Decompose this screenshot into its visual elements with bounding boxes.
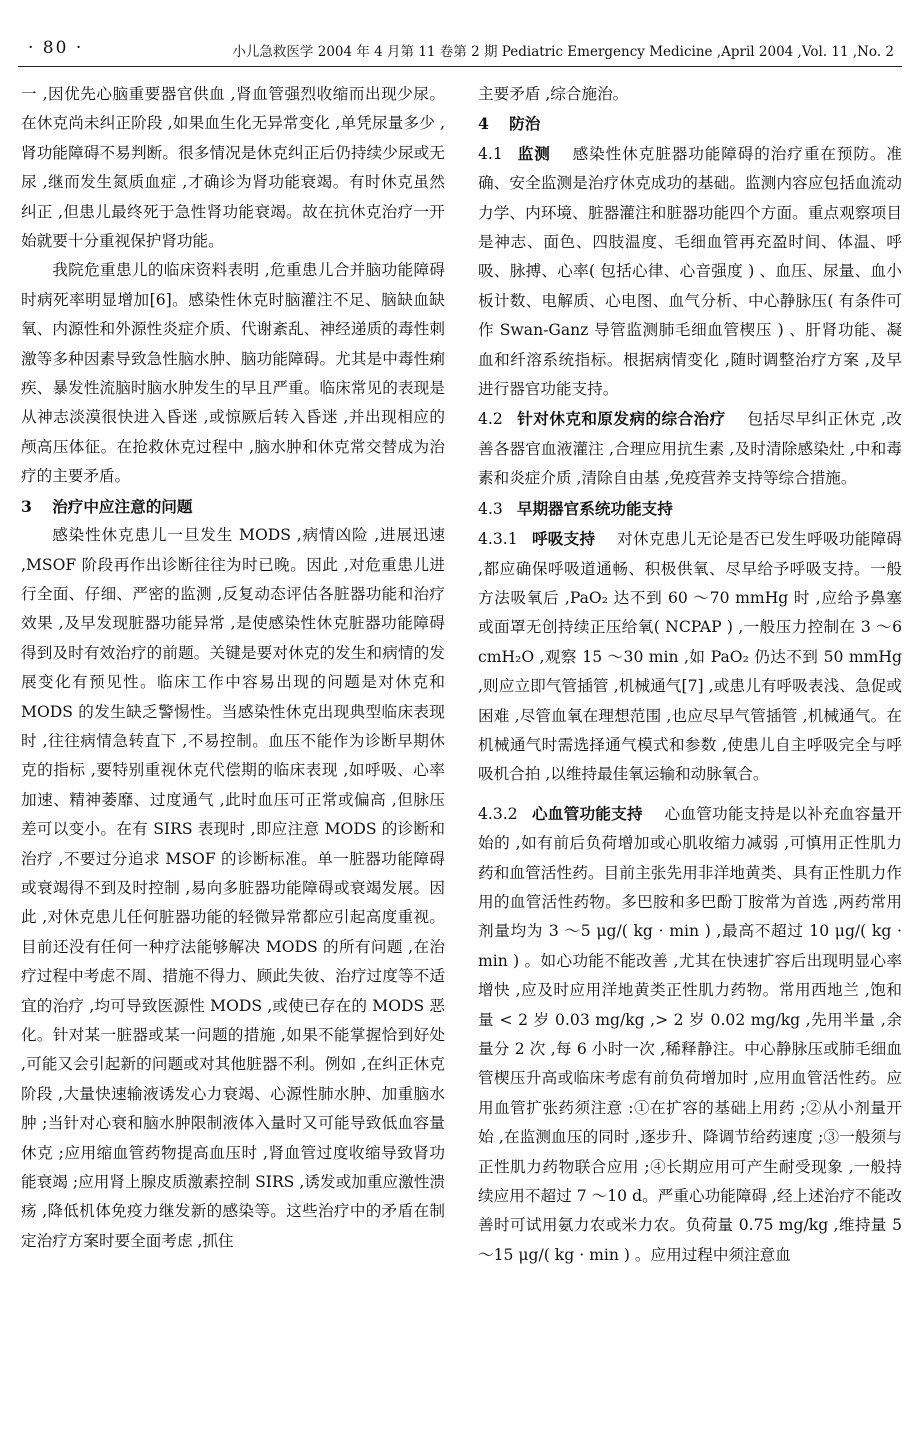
subsection-4-3-1-title: 呼吸支持 xyxy=(531,529,596,549)
subsection-4-2 xyxy=(478,404,902,493)
subsection-4-3-number: 4.3 xyxy=(478,499,503,518)
right-column xyxy=(478,80,902,1270)
page-header xyxy=(0,0,920,70)
subsection-4-3-1-number: 4.3.1 xyxy=(478,530,518,549)
subsection-4-3-2-body: 心血管功能支持是以补充血容量开始的 ,如有前后负荷增加或心肌收缩力减弱 ,可慎用正性肌力药和血管活性药。目前主张先用非洋地黄类、具有正性肌力作用的血管活性药物。多巴胺和多巴酚丁胺常为首选 ,两药常用剂量均为 3 ～5 μg/( kg · min ) ,最高不超过 10 μg/( kg · min ) 。如心功能不能改善 ,尤其在快速扩容后出现明显心率增快 ,应及时应用洋地黄类正性肌力药物。常用西地兰 ,饱和量 < 2 岁 0.03 mg/kg ,> 2 岁 0.02 mg/kg ,先用半量 ,余量分 2 次 ,每 6 小时一次 ,稀释静注。中心静脉压或肺毛细血管楔压升高或临床考虑有前负荷增加时 ,应用血管活性药。应用血管扩张药须注意 :①在扩容的基础上用药 ;②从小剂量开始 ,在监测血压的同时 ,逐步升、降调节给药速度 ;③一般须与正性肌力药物联合应用 ;④长期应用可产生耐受现象 ,一般持续应用不超过 7 ～10 d。严重心功能障碍 ,经上述治疗不能改善时可试用氨力农或米力农。负荷量 0.75 mg/kg ,维持量 5 ～15 μg/( kg · min ) 。应用过程中须注意血 xyxy=(478,804,902,1264)
section-4-heading xyxy=(478,109,902,138)
left-column xyxy=(21,80,445,1256)
subsection-4-1-title: 监测 xyxy=(516,143,551,163)
subsection-4-3-2-number: 4.3.2 xyxy=(478,804,518,823)
section-4-title: 防治 xyxy=(509,114,541,134)
header-rule xyxy=(18,66,902,67)
subsection-4-1-body: 感染性休克脏器功能障碍的治疗重在预防。准确、安全监测是治疗休克成功的基础。监测内容应包括血流动力学、内环境、脏器灌注和脏器功能四个方面。重点观察项目是神志、面色、四肢温度、毛细血管再充盈时间、体温、呼吸、脉搏、心率( 包括心律、心音强度 ) 、血压、尿量、血小板计数、电解质、心电图、血气分析、中心静脉压( 有条件可作 Swan-Ganz 导管监测肺毛细血管楔压 ) 、肝肾功能、凝血和纤溶系统指标。根据病情变化 ,随时调整治疗方案 ,及早进行器官功能支持。 xyxy=(478,144,902,399)
section-3-title: 治疗中应注意的问题 xyxy=(52,496,193,516)
subsection-4-1 xyxy=(478,139,902,405)
subsection-4-2-body: 包括尽早纠正休克 ,改善各器官血液灌注 ,合理应用抗生素 ,及时清除感染灶 ,中和毒素和炎症介质 ,清除自由基 ,免疫营养支持等综合措施。 xyxy=(478,410,902,488)
subsection-4-3-1-body: 对休克患儿无论是否已发生呼吸功能障碍 ,都应确保呼吸道通畅、积极供氧、尽早给予呼吸支持。一般方法吸氧后 ,PaO₂ 达不到 60 ～70 mmHg 时 ,应给予鼻塞或面罩无创持续正压给氧( NCPAP ) ,一般压力控制在 3 ～6 cmH₂O ,观察 15 ～30 min ,如 PaO₂ 仍达不到 50 mmHg ,则应立即气管插管 ,机械通气[7] ,或患儿有呼吸表浅、急促或困难 ,尽管血氧在理想范围 ,也应尽早气管插管 ,机械通气。在机械通气时需选择通气模式和参数 ,使患儿自主呼吸完全与呼吸机合拍 ,以维持最佳氧运输和动脉氧合。 xyxy=(478,530,902,784)
paragraph-brain: 我院危重患儿的临床资料表明 ,危重患儿合并脑功能障碍时病死率明显增加[6]。感染性休克时脑灌注不足、脑缺血缺氧、内源性和外源性炎症介质、代谢紊乱、神经递质的毒性刺激等多种因素导致急性脑水肿、脑功能障碍。尤其是中毒性痢疾、暴发性流脑时脑水肿发生的早且严重。临床常见的表现是从神志淡漠很快进入昏迷 ,或惊厥后转入昏迷 ,并出现相应的颅高压体征。在抢救休克过程中 ,脑水肿和休克常交替成为治疗的主要矛盾。 xyxy=(21,261,445,486)
running-title: 小儿急救医学 2004 年 4 月第 11 卷第 2 期 Pediatric Emergency Medicine ,April 2004 ,Vol. 11 ,No. 2 xyxy=(232,44,894,60)
subsection-4-1-number: 4.1 xyxy=(478,144,503,163)
subsection-4-3-title: 早期器官系统功能支持 xyxy=(516,498,673,518)
section-4-number: 4 xyxy=(478,114,489,134)
page-number: · 80 · xyxy=(28,38,84,58)
paragraph-renal: 一 ,因优先心脑重要器官供血 ,肾血管强烈收缩而出现少尿。在休克尚未纠正阶段 ,如果血生化无异常变化 ,单凭尿量多少 ,肾功能障碍不易判断。很多情况是休克纠正后仍持续少尿或无尿 ,继而发生氮质血症 ,才确诊为肾功能衰竭。有时休克虽然纠正 ,但患儿最终死于急性肾功能衰竭。故在抗休克治疗一开始就要十分重视保护肾功能。 xyxy=(21,85,445,251)
paragraph-continuation: 主要矛盾 ,综合施治。 xyxy=(478,85,629,103)
subsection-4-2-title: 针对休克和原发病的综合治疗 xyxy=(516,409,726,429)
section-3-heading xyxy=(21,492,445,521)
subsection-4-3-2 xyxy=(478,799,902,1271)
paragraph-precautions: 感染性休克患儿一旦发生 MODS ,病情凶险 ,进展迅速 ,MSOF 阶段再作出诊断往往为时已晚。因此 ,对危重患儿进行全面、仔细、严密的监测 ,反复动态评估各脏器功能和治疗效果 ,及早发现脏器功能异常 ,是使感染性休克脏器功能障碍得到及时有效治疗的前题。关键是要对休克的发生和病情的发展变化有预见性。临床工作中容易出现的问题是对休克和 MODS 的发生缺乏警惕性。当感染性休克出现典型临床表现时 ,往往病情急转直下 ,不易控制。血压不能作为诊断早期休克的指标 ,要特别重视休克代偿期的临床表现 ,如呼吸、心率加速、精神萎靡、过度通气 ,此时血压可正常或偏高 ,但脉压差可以变小。在有 SIRS 表现时 ,即应注意 MODS 的诊断和治疗 ,不要过分追求 MSOF 的诊断标准。单一脏器功能障碍或衰竭得不到及时控制 ,易向多脏器功能障碍或衰竭发展。因此 ,对休克患儿任何脏器功能的轻微异常都应引起高度重视。目前还没有任何一种疗法能够解决 MODS 的所有问题 ,在治疗过程中考虑不周、措施不得力、顾此失彼、治疗过度等不适宜的治疗 ,均可导致医源性 MODS ,或使已存在的 MODS 恶化。针对某一脏器或某一问题的措施 ,如果不能掌握恰到好处 ,可能又会引起新的问题或对其他脏器不利。例如 ,在纠正休克阶段 ,大量快速输液诱发心力衰竭、心源性肺水肿、加重脑水肿 ;当针对心衰和脑水肿限制液体入量时又可能导致低血容量休克 ;应用缩血管药物提高血压时 ,肾血管过度收缩导致肾功能衰竭 ;应用肾上腺皮质激素控制 SIRS ,诱发或加重应激性溃疡 ,降低机体免疫力继发新的感染等。这些治疗中的矛盾在制定治疗方案时要全面考虑 ,抓住 xyxy=(21,526,445,1250)
subsection-4-3-1 xyxy=(478,524,902,790)
subsection-4-2-number: 4.2 xyxy=(478,410,503,429)
subsection-4-3 xyxy=(478,494,902,524)
subsection-4-3-2-title: 心血管功能支持 xyxy=(531,803,643,823)
section-3-number: 3 xyxy=(21,496,32,516)
